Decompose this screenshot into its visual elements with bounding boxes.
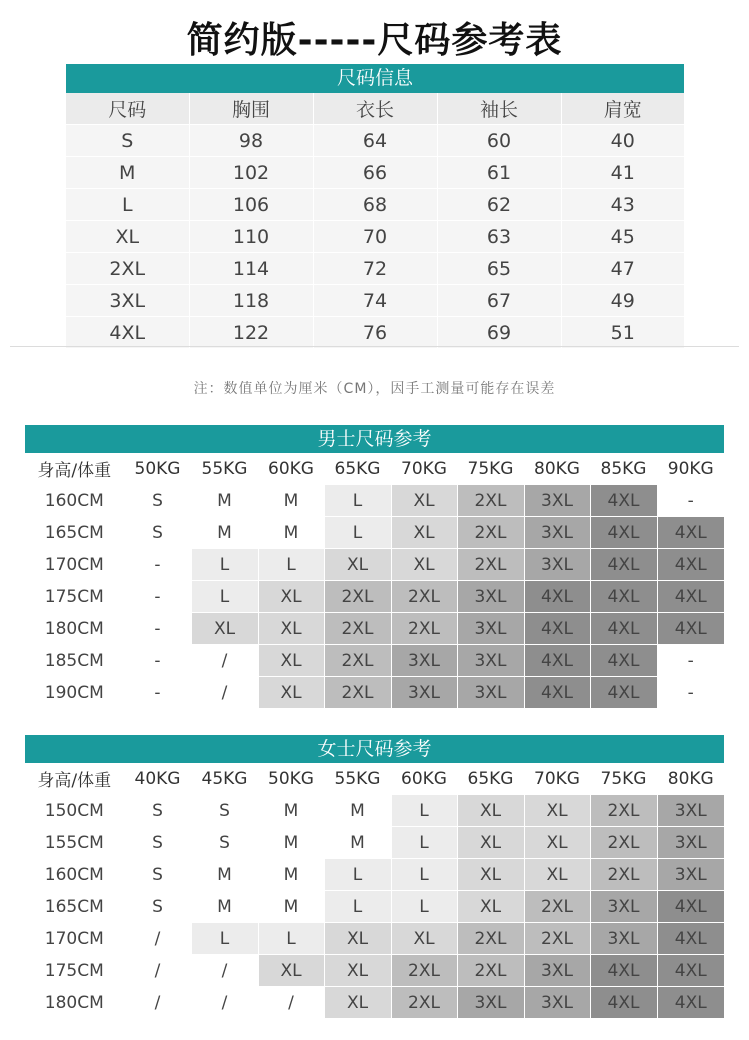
women-size-cell: M bbox=[191, 891, 258, 923]
table-row bbox=[25, 549, 724, 581]
size-info-cell: 102 bbox=[189, 157, 313, 189]
men-size-cell: - bbox=[124, 677, 191, 709]
women-size-cell: S bbox=[124, 795, 191, 827]
women-size-cell: XL bbox=[524, 859, 590, 891]
women-size-cell: 4XL bbox=[657, 923, 724, 955]
women-header-cell: 60KG bbox=[391, 763, 457, 795]
men-size-cell: 4XL bbox=[657, 517, 724, 549]
size-info-cell: 110 bbox=[189, 221, 313, 253]
table-row bbox=[66, 125, 684, 157]
size-info-cell: 62 bbox=[437, 189, 561, 221]
men-size-cell: XL bbox=[324, 549, 391, 581]
women-size-cell: S bbox=[124, 891, 191, 923]
size-info-header-cell: 肩宽 bbox=[561, 93, 684, 125]
size-info-cell: 65 bbox=[437, 253, 561, 285]
size-info-table bbox=[66, 93, 684, 349]
table-row bbox=[25, 955, 724, 987]
women-size-cell: 4XL bbox=[590, 987, 657, 1019]
men-size-cell: XL bbox=[391, 517, 457, 549]
men-size-cell: 2XL bbox=[324, 645, 391, 677]
men-size-cell: - bbox=[124, 549, 191, 581]
women-header-cell: 50KG bbox=[258, 763, 324, 795]
men-header-cell: 75KG bbox=[457, 453, 524, 485]
women-size-cell: 2XL bbox=[457, 923, 524, 955]
men-size-cell: 3XL bbox=[391, 677, 457, 709]
size-info-cell: S bbox=[66, 125, 189, 157]
women-header-cell: 70KG bbox=[524, 763, 590, 795]
size-info-cell: 40 bbox=[561, 125, 684, 157]
size-info-cell: 51 bbox=[561, 317, 684, 349]
men-header-cell: 50KG bbox=[124, 453, 191, 485]
men-size-cell: 3XL bbox=[457, 645, 524, 677]
men-size-cell: 3XL bbox=[524, 517, 590, 549]
women-size-cell: M bbox=[324, 795, 391, 827]
size-info-cell: 4XL bbox=[66, 317, 189, 349]
women-size-cell: 4XL bbox=[590, 955, 657, 987]
women-size-cell: / bbox=[124, 923, 191, 955]
women-height-label: 180CM bbox=[25, 987, 124, 1019]
size-info-header-cell: 袖长 bbox=[437, 93, 561, 125]
women-size-cell: L bbox=[391, 859, 457, 891]
women-size-cell: 2XL bbox=[590, 859, 657, 891]
men-height-label: 160CM bbox=[25, 485, 124, 517]
women-size-cell: 3XL bbox=[657, 827, 724, 859]
size-info-header-cell: 胸围 bbox=[189, 93, 313, 125]
women-height-label: 165CM bbox=[25, 891, 124, 923]
women-size-cell: M bbox=[258, 795, 324, 827]
size-info-cell: 43 bbox=[561, 189, 684, 221]
men-size-cell: 4XL bbox=[524, 645, 590, 677]
men-size-cell: 4XL bbox=[590, 581, 657, 613]
men-height-label: 175CM bbox=[25, 581, 124, 613]
men-header-cell: 60KG bbox=[258, 453, 324, 485]
men-size-cell: 4XL bbox=[590, 645, 657, 677]
men-size-cell: 4XL bbox=[657, 613, 724, 645]
size-info-cell: M bbox=[66, 157, 189, 189]
women-header-cell: 40KG bbox=[124, 763, 191, 795]
table-row bbox=[25, 517, 724, 549]
men-size-cell: L bbox=[258, 549, 324, 581]
table-row bbox=[25, 613, 724, 645]
men-size-title: 男士尺码参考 bbox=[25, 425, 724, 453]
women-size-cell: XL bbox=[457, 859, 524, 891]
women-size-cell: XL bbox=[324, 987, 391, 1019]
men-size-cell: M bbox=[258, 485, 324, 517]
women-size-cell: L bbox=[324, 891, 391, 923]
women-size-cell: / bbox=[124, 987, 191, 1019]
size-info-cell: 60 bbox=[437, 125, 561, 157]
women-size-cell: S bbox=[191, 795, 258, 827]
women-size-cell: 2XL bbox=[590, 795, 657, 827]
size-info-title: 尺码信息 bbox=[66, 64, 684, 93]
measurement-note: 注：数值单位为厘米（CM），因手工测量可能存在误差 bbox=[193, 381, 556, 397]
men-height-label: 165CM bbox=[25, 517, 124, 549]
size-info-cell: 3XL bbox=[66, 285, 189, 317]
men-header-cell: 85KG bbox=[590, 453, 657, 485]
men-size-cell: XL bbox=[258, 581, 324, 613]
men-size-cell: / bbox=[191, 645, 258, 677]
men-size-cell: M bbox=[191, 485, 258, 517]
size-info-panel bbox=[66, 64, 684, 346]
men-height-label: 170CM bbox=[25, 549, 124, 581]
size-info-cell: 98 bbox=[189, 125, 313, 157]
women-size-cell: M bbox=[258, 827, 324, 859]
men-size-cell: 4XL bbox=[590, 517, 657, 549]
table-row bbox=[25, 645, 724, 677]
size-info-header-cell: 衣长 bbox=[313, 93, 437, 125]
table-row bbox=[25, 891, 724, 923]
women-size-cell: 2XL bbox=[524, 891, 590, 923]
table-row bbox=[66, 221, 684, 253]
men-size-cell: 3XL bbox=[457, 677, 524, 709]
women-size-cell: M bbox=[258, 859, 324, 891]
men-size-cell: L bbox=[191, 581, 258, 613]
men-size-cell: XL bbox=[191, 613, 258, 645]
size-info-cell: 118 bbox=[189, 285, 313, 317]
men-header-cell: 70KG bbox=[391, 453, 457, 485]
women-size-cell: L bbox=[391, 827, 457, 859]
men-size-cell: M bbox=[258, 517, 324, 549]
men-header-row bbox=[25, 453, 724, 485]
size-info-cell: 61 bbox=[437, 157, 561, 189]
men-header-cell: 80KG bbox=[524, 453, 590, 485]
men-header-cell: 55KG bbox=[191, 453, 258, 485]
women-size-cell: 3XL bbox=[524, 955, 590, 987]
men-size-cell: - bbox=[657, 485, 724, 517]
women-size-cell: L bbox=[191, 923, 258, 955]
women-size-title: 女士尺码参考 bbox=[25, 735, 724, 763]
men-size-cell: 3XL bbox=[457, 613, 524, 645]
table-row bbox=[66, 253, 684, 285]
women-size-cell: XL bbox=[524, 827, 590, 859]
men-size-cell: 2XL bbox=[457, 549, 524, 581]
women-size-cell: S bbox=[124, 827, 191, 859]
men-size-cell: L bbox=[324, 517, 391, 549]
women-size-cell: 4XL bbox=[657, 891, 724, 923]
men-size-cell: M bbox=[191, 517, 258, 549]
size-info-cell: 45 bbox=[561, 221, 684, 253]
men-size-cell: 4XL bbox=[524, 613, 590, 645]
size-info-cell: 70 bbox=[313, 221, 437, 253]
men-size-cell: XL bbox=[258, 613, 324, 645]
women-size-cell: 3XL bbox=[457, 987, 524, 1019]
size-info-cell: 122 bbox=[189, 317, 313, 349]
men-size-cell: 2XL bbox=[324, 613, 391, 645]
women-size-cell: XL bbox=[258, 955, 324, 987]
women-size-cell: 2XL bbox=[524, 923, 590, 955]
men-header-cell: 65KG bbox=[324, 453, 391, 485]
women-height-label: 150CM bbox=[25, 795, 124, 827]
men-size-cell: - bbox=[124, 581, 191, 613]
women-size-cell: XL bbox=[457, 891, 524, 923]
women-size-section bbox=[25, 735, 724, 1019]
men-size-cell: 2XL bbox=[324, 677, 391, 709]
table-row bbox=[25, 581, 724, 613]
men-size-cell: 4XL bbox=[524, 677, 590, 709]
men-size-cell: 2XL bbox=[457, 485, 524, 517]
table-row bbox=[66, 317, 684, 349]
women-size-cell: XL bbox=[457, 795, 524, 827]
women-height-label: 160CM bbox=[25, 859, 124, 891]
men-size-cell: 2XL bbox=[324, 581, 391, 613]
size-info-cell: XL bbox=[66, 221, 189, 253]
men-size-cell: XL bbox=[391, 549, 457, 581]
divider bbox=[10, 346, 739, 347]
women-height-label: 170CM bbox=[25, 923, 124, 955]
size-info-cell: 74 bbox=[313, 285, 437, 317]
size-info-cell: 67 bbox=[437, 285, 561, 317]
men-size-cell: 2XL bbox=[391, 581, 457, 613]
table-row bbox=[25, 827, 724, 859]
men-size-cell: S bbox=[124, 485, 191, 517]
men-size-section bbox=[25, 425, 724, 709]
men-header-cell: 90KG bbox=[657, 453, 724, 485]
men-size-cell: 3XL bbox=[524, 549, 590, 581]
size-info-cell: 64 bbox=[313, 125, 437, 157]
men-size-cell: - bbox=[657, 645, 724, 677]
size-info-cell: 114 bbox=[189, 253, 313, 285]
size-info-cell: 49 bbox=[561, 285, 684, 317]
size-info-cell: 72 bbox=[313, 253, 437, 285]
women-size-table bbox=[25, 763, 724, 1019]
men-header-cell: 身高/体重 bbox=[25, 453, 124, 485]
women-size-cell: 3XL bbox=[590, 891, 657, 923]
men-height-label: 190CM bbox=[25, 677, 124, 709]
women-size-cell: XL bbox=[457, 827, 524, 859]
women-size-cell: L bbox=[258, 923, 324, 955]
women-size-cell: S bbox=[124, 859, 191, 891]
men-size-cell: S bbox=[124, 517, 191, 549]
table-row bbox=[25, 923, 724, 955]
men-size-cell: L bbox=[324, 485, 391, 517]
women-size-cell: 3XL bbox=[657, 859, 724, 891]
size-info-cell: 68 bbox=[313, 189, 437, 221]
table-row bbox=[25, 987, 724, 1019]
women-header-cell: 80KG bbox=[657, 763, 724, 795]
table-row bbox=[66, 285, 684, 317]
men-size-cell: XL bbox=[258, 645, 324, 677]
men-size-cell: - bbox=[124, 645, 191, 677]
men-size-table bbox=[25, 453, 724, 709]
women-size-cell: L bbox=[324, 859, 391, 891]
men-size-cell: - bbox=[124, 613, 191, 645]
men-size-cell: 3XL bbox=[524, 485, 590, 517]
women-size-cell: 2XL bbox=[391, 987, 457, 1019]
men-size-cell: 3XL bbox=[391, 645, 457, 677]
men-size-cell: 3XL bbox=[457, 581, 524, 613]
women-header-cell: 55KG bbox=[324, 763, 391, 795]
size-info-cell: 2XL bbox=[66, 253, 189, 285]
women-size-cell: / bbox=[191, 987, 258, 1019]
size-info-cell: 47 bbox=[561, 253, 684, 285]
women-size-cell: 3XL bbox=[590, 923, 657, 955]
women-header-cell: 75KG bbox=[590, 763, 657, 795]
women-size-cell: 3XL bbox=[524, 987, 590, 1019]
men-size-cell: L bbox=[191, 549, 258, 581]
women-size-cell: XL bbox=[391, 923, 457, 955]
size-info-cell: 41 bbox=[561, 157, 684, 189]
women-header-cell: 65KG bbox=[457, 763, 524, 795]
men-size-cell: XL bbox=[258, 677, 324, 709]
size-info-cell: 63 bbox=[437, 221, 561, 253]
men-size-cell: 4XL bbox=[524, 581, 590, 613]
men-size-cell: XL bbox=[391, 485, 457, 517]
size-info-cell: L bbox=[66, 189, 189, 221]
women-size-cell: 2XL bbox=[590, 827, 657, 859]
men-height-label: 180CM bbox=[25, 613, 124, 645]
women-height-label: 175CM bbox=[25, 955, 124, 987]
men-size-cell: 2XL bbox=[391, 613, 457, 645]
size-info-cell: 69 bbox=[437, 317, 561, 349]
table-row bbox=[25, 485, 724, 517]
women-size-cell: XL bbox=[324, 923, 391, 955]
size-info-cell: 76 bbox=[313, 317, 437, 349]
men-size-cell: / bbox=[191, 677, 258, 709]
men-size-cell: 2XL bbox=[457, 517, 524, 549]
women-size-cell: 4XL bbox=[657, 987, 724, 1019]
table-row bbox=[66, 157, 684, 189]
size-info-cell: 106 bbox=[189, 189, 313, 221]
women-header-row bbox=[25, 763, 724, 795]
women-header-cell: 身高/体重 bbox=[25, 763, 124, 795]
size-info-header-cell: 尺码 bbox=[66, 93, 189, 125]
women-size-cell: XL bbox=[524, 795, 590, 827]
men-size-cell: - bbox=[657, 677, 724, 709]
women-size-cell: L bbox=[391, 795, 457, 827]
women-size-cell: M bbox=[258, 891, 324, 923]
women-size-cell: 4XL bbox=[657, 955, 724, 987]
page-title: 简约版-----尺码参考表 bbox=[186, 20, 563, 61]
women-size-cell: / bbox=[258, 987, 324, 1019]
women-height-label: 155CM bbox=[25, 827, 124, 859]
table-row bbox=[25, 677, 724, 709]
men-size-cell: 4XL bbox=[590, 613, 657, 645]
women-size-cell: / bbox=[191, 955, 258, 987]
size-info-cell: 66 bbox=[313, 157, 437, 189]
men-height-label: 185CM bbox=[25, 645, 124, 677]
women-size-cell: 3XL bbox=[657, 795, 724, 827]
women-size-cell: S bbox=[191, 827, 258, 859]
size-info-header-row bbox=[66, 93, 684, 125]
table-row bbox=[66, 189, 684, 221]
men-size-cell: 4XL bbox=[590, 549, 657, 581]
women-size-cell: M bbox=[191, 859, 258, 891]
women-size-cell: M bbox=[324, 827, 391, 859]
women-size-cell: 2XL bbox=[391, 955, 457, 987]
men-size-cell: 4XL bbox=[590, 485, 657, 517]
table-row bbox=[25, 795, 724, 827]
women-size-cell: / bbox=[124, 955, 191, 987]
men-size-cell: 4XL bbox=[657, 581, 724, 613]
table-row bbox=[25, 859, 724, 891]
women-header-cell: 45KG bbox=[191, 763, 258, 795]
men-size-cell: 4XL bbox=[657, 549, 724, 581]
women-size-cell: XL bbox=[324, 955, 391, 987]
men-size-cell: 4XL bbox=[590, 677, 657, 709]
women-size-cell: L bbox=[391, 891, 457, 923]
women-size-cell: 2XL bbox=[457, 955, 524, 987]
